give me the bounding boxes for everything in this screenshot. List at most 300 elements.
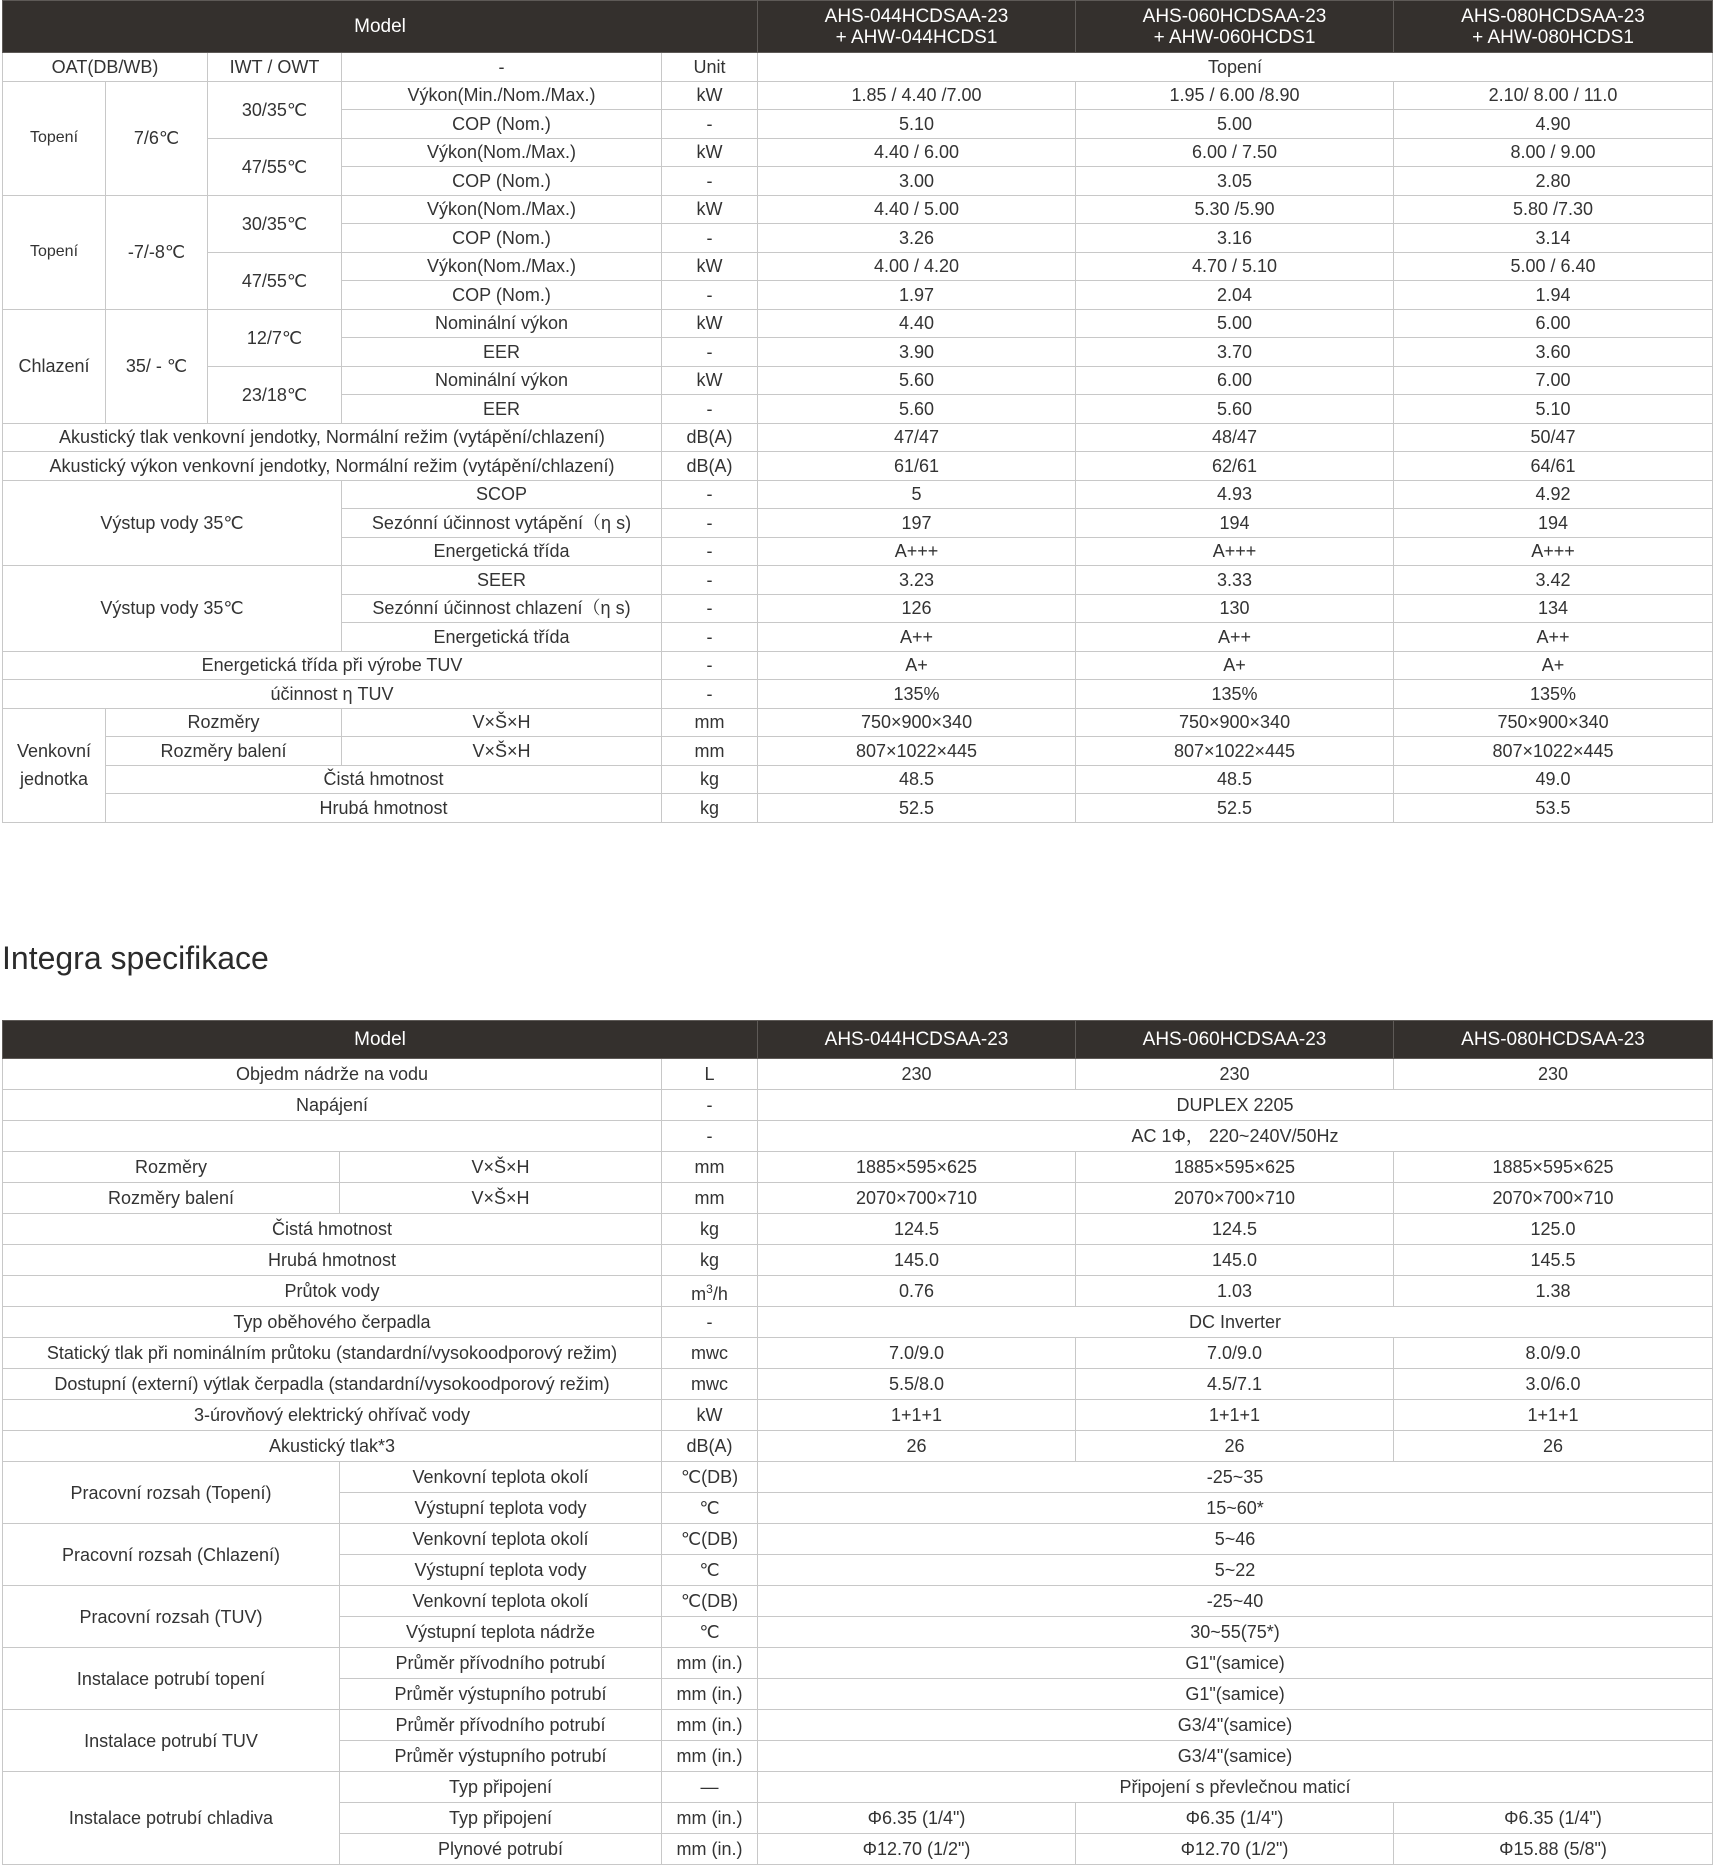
table-row [3, 737, 1713, 766]
value-cell: 134 [1394, 594, 1713, 623]
table-row [3, 309, 1713, 338]
value-cell: 1.94 [1394, 281, 1713, 310]
value-cell: 4.70 / 5.10 [1076, 252, 1394, 281]
value-cell: 5.00 / 6.40 [1394, 252, 1713, 281]
row-label: Rozměry [3, 1152, 340, 1183]
value-cell: 135% [758, 680, 1076, 709]
row-label: Dostupní (externí) výtlak čerpadla (standardní/vysokoodporový režim) [3, 1369, 662, 1400]
row-label: Rozměry balení [3, 1183, 340, 1214]
value-cell: A+ [1076, 651, 1394, 680]
value-cell: 6.00 [1394, 309, 1713, 338]
row-sublabel: Průměr přívodního potrubí [340, 1648, 662, 1679]
table-row [3, 138, 1713, 167]
oat-value: 7/6℃ [106, 81, 208, 195]
table-row [3, 1586, 1713, 1617]
value-cell: G3/4"(samice) [758, 1710, 1713, 1741]
table-row [3, 1400, 1713, 1431]
unit-cell: mm (in.) [662, 1834, 758, 1865]
value-cell: 1+1+1 [758, 1400, 1076, 1431]
unit-cell: - [662, 110, 758, 139]
value-cell: 48.5 [758, 765, 1076, 794]
table-row [3, 1369, 1713, 1400]
value-cell: 26 [1394, 1431, 1713, 1462]
table-row [3, 651, 1713, 680]
model-col-044: AHS-044HCDSAA-23 [758, 1021, 1076, 1059]
row-label: Výkon(Nom./Max.) [342, 195, 662, 224]
model-header: Model [3, 1, 758, 53]
table-row [3, 1462, 1713, 1493]
table-row [3, 765, 1713, 794]
value-cell: 5~46 [758, 1524, 1713, 1555]
table-row [3, 1338, 1713, 1369]
value-cell: 124.5 [758, 1214, 1076, 1245]
value-cell: 124.5 [1076, 1214, 1394, 1245]
unit-cell: mm [662, 1152, 758, 1183]
value-cell: 30~55(75*) [758, 1617, 1713, 1648]
row-label: Statický tlak při nominálním průtoku (standardní/vysokoodporový režim) [3, 1338, 662, 1369]
row-label: EER [342, 338, 662, 367]
value-cell: 4.92 [1394, 480, 1713, 509]
unit-cell: - [662, 594, 758, 623]
table-row [3, 1059, 1713, 1090]
row-sublabel: V×Š×H [340, 1152, 662, 1183]
group-label: Pracovní rozsah (Chlazení) [3, 1524, 340, 1586]
row-sublabel: V×Š×H [340, 1183, 662, 1214]
value-cell: A+++ [1394, 537, 1713, 566]
row-label: Objedm nádrže na vodu [3, 1059, 662, 1090]
value-cell: Φ6.35 (1/4") [758, 1803, 1076, 1834]
row-sublabel: Typ připojení [340, 1772, 662, 1803]
row-label: účinnost η TUV [3, 680, 662, 709]
unit-cell: mm (in.) [662, 1741, 758, 1772]
group-label: Výstup vody 35℃ [3, 566, 342, 652]
value-cell: 194 [1394, 509, 1713, 538]
row-label: Rozměry balení [106, 737, 342, 766]
model-col-060: AHS-060HCDSAA-23 + AHW-060HCDS1 [1076, 1, 1394, 53]
table-row [3, 1648, 1713, 1679]
value-cell: AC 1Φ， 220~240V/50Hz [758, 1121, 1713, 1152]
value-cell: 3.33 [1076, 566, 1394, 595]
row-label [3, 1121, 662, 1152]
unit-cell: mm [662, 708, 758, 737]
value-cell: 62/61 [1076, 452, 1394, 481]
value-cell: 1+1+1 [1076, 1400, 1394, 1431]
value-cell: 3.23 [758, 566, 1076, 595]
value-cell: 3.42 [1394, 566, 1713, 595]
value-cell: 230 [1394, 1059, 1713, 1090]
row-label: COP (Nom.) [342, 110, 662, 139]
row-label: Energetická třída při výrobe TUV [3, 651, 662, 680]
table-row [3, 1245, 1713, 1276]
row-sublabel: Výstupní teplota vody [340, 1493, 662, 1524]
row-label: COP (Nom.) [342, 167, 662, 196]
table-row [3, 708, 1713, 737]
value-cell: 4.40 / 5.00 [758, 195, 1076, 224]
value-cell: 3.05 [1076, 167, 1394, 196]
value-cell: 126 [758, 594, 1076, 623]
unit-cell: — [662, 1772, 758, 1803]
value-cell: 52.5 [758, 794, 1076, 823]
unit-cell: kg [662, 1245, 758, 1276]
value-cell: 145.0 [758, 1245, 1076, 1276]
iwt-value: 47/55℃ [208, 138, 342, 195]
value-cell: DUPLEX 2205 [758, 1090, 1713, 1121]
table-row [3, 1710, 1713, 1741]
value-cell: Φ12.70 (1/2") [758, 1834, 1076, 1865]
value-cell: 5.60 [1076, 395, 1394, 424]
row-label: Energetická třída [342, 537, 662, 566]
row-label: SCOP [342, 480, 662, 509]
group-label: Chlazení [3, 309, 106, 423]
value-cell: A++ [1394, 623, 1713, 652]
table-row [3, 423, 1713, 452]
dash-header: - [342, 53, 662, 82]
value-cell: 3.00 [758, 167, 1076, 196]
row-sublabel: Venkovní teplota okolí [340, 1524, 662, 1555]
value-cell: 7.0/9.0 [1076, 1338, 1394, 1369]
row-label: Akustický tlak venkovní jendotky, Normální režim (vytápění/chlazení) [3, 423, 662, 452]
value-cell: 5.30 /5.90 [1076, 195, 1394, 224]
value-cell: 4.40 [758, 309, 1076, 338]
row-label: Čistá hmotnost [3, 1214, 662, 1245]
unit-cell: mwc [662, 1369, 758, 1400]
section-title: Integra specifikace [2, 940, 269, 976]
value-cell: 3.16 [1076, 224, 1394, 253]
row-label: COP (Nom.) [342, 224, 662, 253]
value-cell: 1885×595×625 [758, 1152, 1076, 1183]
row-sublabel: Výstupní teplota vody [340, 1555, 662, 1586]
value-cell: 194 [1076, 509, 1394, 538]
value-cell: 5.60 [758, 395, 1076, 424]
value-cell: 1.85 / 4.40 /7.00 [758, 81, 1076, 110]
unit-cell: - [662, 680, 758, 709]
value-cell: 2070×700×710 [1076, 1183, 1394, 1214]
unit-cell: - [662, 281, 758, 310]
unit-cell: kg [662, 765, 758, 794]
unit-cell: mm (in.) [662, 1803, 758, 1834]
value-cell: 750×900×340 [1076, 708, 1394, 737]
unit-cell: mm [662, 1183, 758, 1214]
unit-cell: - [662, 1121, 758, 1152]
row-label: Výkon(Min./Nom./Max.) [342, 81, 662, 110]
value-cell: 7.00 [1394, 366, 1713, 395]
value-cell: 1.03 [1076, 1276, 1394, 1307]
value-cell: Připojení s převlečnou maticí [758, 1772, 1713, 1803]
row-sublabel: Venkovní teplota okolí [340, 1586, 662, 1617]
row-sublabel: Průměr výstupního potrubí [340, 1679, 662, 1710]
unit-cell: ℃(DB) [662, 1586, 758, 1617]
table-row [3, 1183, 1713, 1214]
unit-cell: mwc [662, 1338, 758, 1369]
group-label: Výstup vody 35℃ [3, 480, 342, 566]
unit-cell: kW [662, 195, 758, 224]
unit-cell: - [662, 509, 758, 538]
unit-cell: kW [662, 81, 758, 110]
row-label: Energetická třída [342, 623, 662, 652]
unit-cell: mm [662, 737, 758, 766]
value-cell: 8.00 / 9.00 [1394, 138, 1713, 167]
table-row [3, 794, 1713, 823]
value-cell: 125.0 [1394, 1214, 1713, 1245]
value-cell: 145.5 [1394, 1245, 1713, 1276]
unit-cell: - [662, 167, 758, 196]
value-cell: 2070×700×710 [758, 1183, 1076, 1214]
value-cell: 135% [1076, 680, 1394, 709]
table-row [3, 566, 1713, 595]
group-label: Topení [3, 81, 106, 195]
iwt-value: 30/35℃ [208, 81, 342, 138]
model-col-080: AHS-080HCDSAA-23 + AHW-080HCDS1 [1394, 1, 1713, 53]
unit-cell: ℃ [662, 1555, 758, 1586]
value-cell: 3.26 [758, 224, 1076, 253]
value-cell: 61/61 [758, 452, 1076, 481]
table-row [3, 452, 1713, 481]
mode-header: Topení [758, 53, 1713, 82]
row-label: Nominální výkon [342, 366, 662, 395]
iwt-value: 23/18℃ [208, 366, 342, 423]
group-label: Instalace potrubí TUV [3, 1710, 340, 1772]
value-cell: A+ [758, 651, 1076, 680]
row-label: Akustický výkon venkovní jendotky, Normální režim (vytápění/chlazení) [3, 452, 662, 481]
value-cell: 3.14 [1394, 224, 1713, 253]
row-label: Sezónní účinnost vytápění（η s) [342, 509, 662, 538]
value-cell: 5.80 /7.30 [1394, 195, 1713, 224]
unit-cell: mm (in.) [662, 1679, 758, 1710]
group-label: Pracovní rozsah (Topení) [3, 1462, 340, 1524]
unit-cell: - [662, 395, 758, 424]
table-row [3, 1431, 1713, 1462]
value-cell: 3.0/6.0 [1394, 1369, 1713, 1400]
row-sublabel: Průměr výstupního potrubí [340, 1741, 662, 1772]
unit-cell: - [662, 1307, 758, 1338]
value-cell: 52.5 [1076, 794, 1394, 823]
row-label: Výkon(Nom./Max.) [342, 138, 662, 167]
value-cell: 26 [1076, 1431, 1394, 1462]
unit-cell: kW [662, 366, 758, 395]
unit-cell: ℃(DB) [662, 1524, 758, 1555]
row-label: Akustický tlak*3 [3, 1431, 662, 1462]
group-label: Venkovní jednotka [3, 708, 106, 822]
row-label: Hrubá hmotnost [106, 794, 662, 823]
group-label: Pracovní rozsah (TUV) [3, 1586, 340, 1648]
row-label: Typ oběhového čerpadla [3, 1307, 662, 1338]
value-cell: 5.10 [758, 110, 1076, 139]
iwt-value: 47/55℃ [208, 252, 342, 309]
row-label: Nominální výkon [342, 309, 662, 338]
value-cell: 807×1022×445 [758, 737, 1076, 766]
value-cell: 5 [758, 480, 1076, 509]
value-cell: 6.00 [1076, 366, 1394, 395]
unit-cell: - [662, 338, 758, 367]
unit-cell: - [662, 566, 758, 595]
table-row [3, 1524, 1713, 1555]
unit-header: Unit [662, 53, 758, 82]
value-cell: 4.5/7.1 [1076, 1369, 1394, 1400]
table-row [3, 366, 1713, 395]
table-row [3, 480, 1713, 509]
value-cell: 2.10/ 8.00 / 11.0 [1394, 81, 1713, 110]
unit-cell: mm (in.) [662, 1648, 758, 1679]
value-cell: 135% [1394, 680, 1713, 709]
row-label: 3-úrovňový elektrický ohřívač vody [3, 1400, 662, 1431]
table-row [3, 81, 1713, 110]
table-row [3, 252, 1713, 281]
iwt-value: 30/35℃ [208, 195, 342, 252]
value-cell: G1"(samice) [758, 1648, 1713, 1679]
value-cell: 5~22 [758, 1555, 1713, 1586]
unit-cell: kg [662, 1214, 758, 1245]
unit-cell: $m^3/h$ [662, 1276, 758, 1307]
value-cell: -25~40 [758, 1586, 1713, 1617]
table-row [3, 1090, 1713, 1121]
value-cell: 48/47 [1076, 423, 1394, 452]
value-cell: 8.0/9.0 [1394, 1338, 1713, 1369]
group-label: Instalace potrubí topení [3, 1648, 340, 1710]
value-cell: G3/4"(samice) [758, 1741, 1713, 1772]
row-sublabel: Výstupní teplota nádrže [340, 1617, 662, 1648]
unit-cell: kW [662, 309, 758, 338]
value-cell: -25~35 [758, 1462, 1713, 1493]
value-cell: A+++ [758, 537, 1076, 566]
row-label: COP (Nom.) [342, 281, 662, 310]
value-cell: 4.40 / 6.00 [758, 138, 1076, 167]
value-cell: Φ6.35 (1/4") [1394, 1803, 1713, 1834]
row-label: Průtok vody [3, 1276, 662, 1307]
row-sublabel: Průměr přívodního potrubí [340, 1710, 662, 1741]
value-cell: Φ12.70 (1/2") [1076, 1834, 1394, 1865]
table-row [3, 1121, 1713, 1152]
value-cell: 50/47 [1394, 423, 1713, 452]
unit-cell: - [662, 623, 758, 652]
value-cell: 3.70 [1076, 338, 1394, 367]
unit-cell: dB(A) [662, 423, 758, 452]
value-cell: 230 [758, 1059, 1076, 1090]
row-sublabel: V×Š×H [342, 737, 662, 766]
value-cell: 2.04 [1076, 281, 1394, 310]
unit-cell: ℃(DB) [662, 1462, 758, 1493]
unit-cell: kW [662, 252, 758, 281]
unit-cell: kg [662, 794, 758, 823]
row-sublabel: Venkovní teplota okolí [340, 1462, 662, 1493]
model-col-080: AHS-080HCDSAA-23 [1394, 1021, 1713, 1059]
row-label: Hrubá hmotnost [3, 1245, 662, 1276]
model-col-060: AHS-060HCDSAA-23 [1076, 1021, 1394, 1059]
unit-cell: - [662, 537, 758, 566]
unit-cell: - [662, 1090, 758, 1121]
value-cell: 6.00 / 7.50 [1076, 138, 1394, 167]
value-cell: 7.0/9.0 [758, 1338, 1076, 1369]
model-col-044: AHS-044HCDSAA-23 + AHW-044HCDS1 [758, 1, 1076, 53]
value-cell: 2070×700×710 [1394, 1183, 1713, 1214]
value-cell: 53.5 [1394, 794, 1713, 823]
value-cell: 145.0 [1076, 1245, 1394, 1276]
group-label: Topení [3, 195, 106, 309]
unit-cell: kW [662, 1400, 758, 1431]
row-sublabel: Plynové potrubí [340, 1834, 662, 1865]
unit-cell: - [662, 480, 758, 509]
value-cell: 750×900×340 [758, 708, 1076, 737]
integra-spec-table [2, 1020, 1713, 1865]
table-row [3, 1772, 1713, 1803]
value-cell: 1.38 [1394, 1276, 1713, 1307]
table-row [3, 1152, 1713, 1183]
value-cell: 5.00 [1076, 309, 1394, 338]
value-cell: 1.97 [758, 281, 1076, 310]
row-label: EER [342, 395, 662, 424]
unit-cell: - [662, 224, 758, 253]
row-label: Napájení [3, 1090, 662, 1121]
model-header: Model [3, 1021, 758, 1059]
value-cell: 3.60 [1394, 338, 1713, 367]
value-cell: DC Inverter [758, 1307, 1713, 1338]
row-label: Výkon(Nom./Max.) [342, 252, 662, 281]
value-cell: A++ [1076, 623, 1394, 652]
value-cell: A++ [758, 623, 1076, 652]
value-cell: 2.80 [1394, 167, 1713, 196]
row-sublabel: Typ připojení [340, 1803, 662, 1834]
value-cell: Φ15.88 (5/8") [1394, 1834, 1713, 1865]
table-row [3, 195, 1713, 224]
value-cell: 4.93 [1076, 480, 1394, 509]
value-cell: 230 [1076, 1059, 1394, 1090]
value-cell: 5.60 [758, 366, 1076, 395]
value-cell: 5.00 [1076, 110, 1394, 139]
row-label: Sezónní účinnost chlazení（η s) [342, 594, 662, 623]
value-cell: 1+1+1 [1394, 1400, 1713, 1431]
table-row [3, 1214, 1713, 1245]
value-cell: 4.00 / 4.20 [758, 252, 1076, 281]
unit-cell: ℃ [662, 1617, 758, 1648]
unit-cell: L [662, 1059, 758, 1090]
unit-cell: mm (in.) [662, 1710, 758, 1741]
value-cell: 48.5 [1076, 765, 1394, 794]
value-cell: A+ [1394, 651, 1713, 680]
value-cell: 197 [758, 509, 1076, 538]
table-row [3, 680, 1713, 709]
oat-value: -7/-8℃ [106, 195, 208, 309]
value-cell: Φ6.35 (1/4") [1076, 1803, 1394, 1834]
unit-cell: dB(A) [662, 452, 758, 481]
value-cell: 3.90 [758, 338, 1076, 367]
iwt-header: IWT / OWT [208, 53, 342, 82]
unit-cell: kW [662, 138, 758, 167]
value-cell: G1"(samice) [758, 1679, 1713, 1710]
value-cell: 750×900×340 [1394, 708, 1713, 737]
group-label: Instalace potrubí chladiva [3, 1772, 340, 1865]
outdoor-spec-table [2, 0, 1713, 823]
value-cell: A+++ [1076, 537, 1394, 566]
unit-cell: dB(A) [662, 1431, 758, 1462]
table-row [3, 1276, 1713, 1307]
row-label: Čistá hmotnost [106, 765, 662, 794]
value-cell: 1885×595×625 [1394, 1152, 1713, 1183]
row-label: Rozměry [106, 708, 342, 737]
value-cell: 0.76 [758, 1276, 1076, 1307]
row-label: SEER [342, 566, 662, 595]
value-cell: 26 [758, 1431, 1076, 1462]
oat-value: 35/ - ℃ [106, 309, 208, 423]
value-cell: 49.0 [1394, 765, 1713, 794]
oat-header: OAT(DB/WB) [3, 53, 208, 82]
unit-cell: ℃ [662, 1493, 758, 1524]
value-cell: 4.90 [1394, 110, 1713, 139]
value-cell: 15~60* [758, 1493, 1713, 1524]
value-cell: 47/47 [758, 423, 1076, 452]
row-sublabel: V×Š×H [342, 708, 662, 737]
value-cell: 1.95 / 6.00 /8.90 [1076, 81, 1394, 110]
value-cell: 807×1022×445 [1076, 737, 1394, 766]
unit-cell: - [662, 651, 758, 680]
